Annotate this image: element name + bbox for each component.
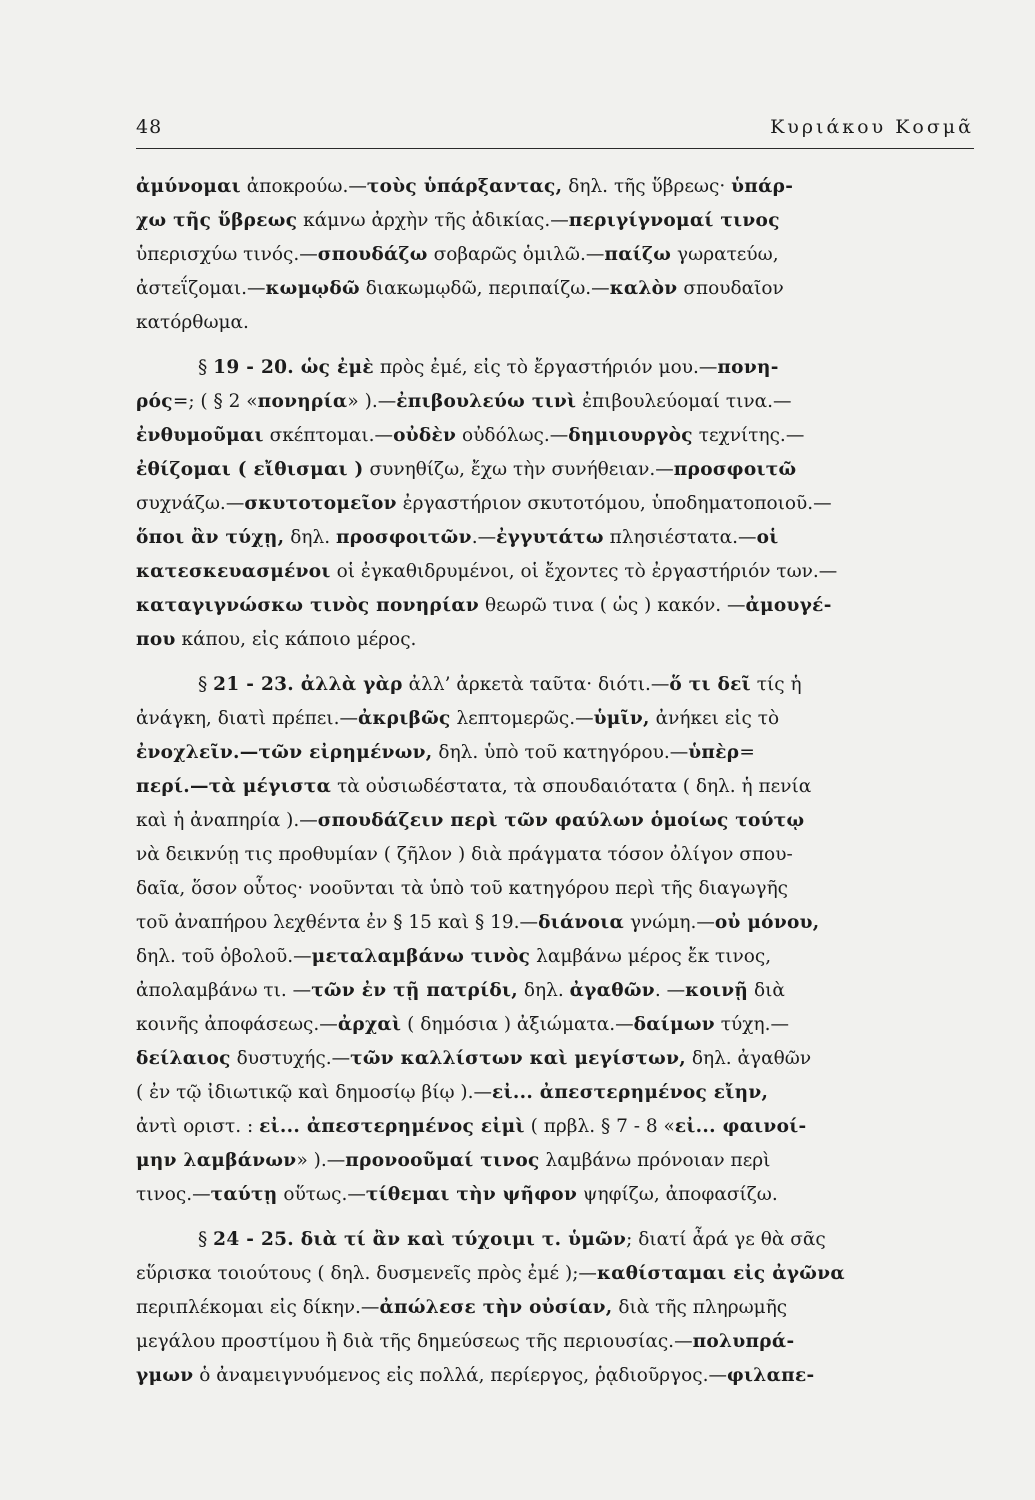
gloss-text: κατόρθωμα. (136, 312, 249, 333)
headword: πολυπρά- (692, 1331, 795, 1352)
headword: προσφοιτῶ (673, 459, 797, 480)
headword: ἐνοχλεῖν.—τῶν εἰρημένων, (136, 742, 433, 763)
gloss-text: διακωμῳδῶ, περιπαίζω.— (359, 278, 610, 299)
gloss-text: οὐδόλως.— (456, 425, 569, 446)
headword: δαίμων (633, 1014, 715, 1035)
gloss-text: ἀντὶ οριστ. : (136, 1116, 260, 1137)
text-line (136, 589, 974, 623)
page-number: 48 (136, 116, 163, 138)
gloss-text: ἀλλ’ ἀρκετὰ ταῦτα· διότι.— (402, 674, 670, 695)
paragraph-gap (136, 657, 974, 668)
headword: εἰ... ἀπεστερημένος εἴην, (492, 1082, 769, 1103)
gloss-text: τίς ἡ (750, 674, 802, 695)
gloss-text: § (198, 357, 214, 378)
gloss-text: ἀποκρούω.— (240, 176, 367, 197)
text-line (136, 804, 974, 838)
headword: οὐδὲν (393, 425, 457, 446)
headword: τοὺς ὑπάρξαντας, (366, 176, 563, 197)
headword: χω τῆς ὕβρεως (136, 210, 298, 231)
text-line (136, 1178, 974, 1212)
gloss-text: οἱ ἐγκαθιδρυμένοι, οἱ ἔχοντες τὸ ἐργαστήριόν των.— (330, 561, 838, 582)
gloss-text: ὑπερισχύω τινός.— (136, 244, 318, 265)
gloss-text: σκέπτομαι.— (263, 425, 394, 446)
headword: ἀπώλεσε τὴν οὐσίαν, (379, 1297, 613, 1318)
text-line (136, 204, 974, 238)
headword: ἐπιβουλεύω τινὶ (396, 391, 577, 412)
text-line (136, 906, 974, 940)
headword: γμων (136, 1365, 194, 1386)
paragraph (136, 668, 974, 1212)
headword: καθίσταμαι εἰς ἀγῶνα (596, 1263, 845, 1284)
headword: καλὸν (609, 278, 678, 299)
text-line (136, 170, 974, 204)
gloss-text: δηλ. (518, 980, 570, 1001)
gloss-text: οὕτως.— (277, 1184, 366, 1205)
text-line (136, 1325, 974, 1359)
running-head: Κυριάκου Κοσμᾶ (770, 116, 974, 138)
gloss-text: = (739, 742, 755, 763)
gloss-text: ; διατί ἆρά γε θὰ σᾶς (626, 1229, 826, 1250)
gloss-text: ἀνήκει εἰς τὸ (649, 708, 780, 729)
paragraph (136, 351, 974, 657)
headword: προσφοιτῶν (335, 527, 472, 548)
text-line (136, 668, 974, 702)
text-line (136, 940, 974, 974)
headword: εἰ... φαινοί- (674, 1116, 807, 1137)
gloss-text: κοινῆς ἀποφάσεως.— (136, 1014, 338, 1035)
gloss-text: νὰ δεικνύῃ τις προθυμίαν ( ζῆλον ) διὰ πράγματα τόσον ὀλίγον σπου- (136, 844, 793, 865)
headword: μεταλαμβάνω τινὸς (311, 946, 531, 967)
text-line (136, 770, 974, 804)
paragraph-gap (136, 1212, 974, 1223)
paragraph-gap (136, 340, 974, 351)
headword: τῶν καλλίστων καὶ μεγίστων, (350, 1048, 686, 1069)
headword: προνοοῦμαί τινος (345, 1150, 540, 1171)
headword: ὅποι ἂν τύχῃ, (136, 527, 285, 548)
headword: ἀμύνομαι (136, 176, 241, 197)
gloss-text: περιπλέκομαι εἰς δίκην.— (136, 1297, 380, 1318)
headword: εἰ... ἀπεστερημένος εἰμὶ (259, 1116, 525, 1137)
gloss-text: δηλ. ἀγαθῶν (685, 1048, 812, 1069)
gloss-text: διὰ (748, 980, 785, 1001)
gloss-text: δηλ. ὑπὸ τοῦ κατηγόρου.— (432, 742, 689, 763)
headword: παίζω (604, 244, 672, 265)
text-line (136, 838, 974, 872)
gloss-text: .— (471, 527, 497, 548)
gloss-text: σοβαρῶς ὁμιλῶ.— (427, 244, 605, 265)
headword: ταύτῃ (210, 1184, 278, 1205)
text-line (136, 521, 974, 555)
headword: ὑμῖν, (593, 708, 650, 729)
headword: καταγιγνώσκω τινὸς πονηρίαν (136, 595, 480, 616)
headword: ἀμουγέ- (745, 595, 832, 616)
headword: οὐ μόνου, (714, 912, 820, 933)
headword: περί.—τὰ μέγιστα (136, 776, 332, 797)
headword: κατεσκευασμένοι (136, 561, 331, 582)
text-line (136, 306, 974, 340)
gloss-text: ψηφίζω, ἀποφασίζω. (577, 1184, 778, 1205)
gloss-text: λαμβάνω μέρος ἔκ τινος, (530, 946, 772, 967)
gloss-text: ὁ ἀναμειγνυόμενος εἰς πολλά, περίεργος, ῥᾳδιοῦργος.— (193, 1365, 728, 1386)
gloss-text: » ).— (296, 1150, 346, 1171)
gloss-text: ( πρβλ. § 7 - 8 « (524, 1116, 675, 1137)
headword: ἀγαθῶν (569, 980, 655, 1001)
text-line (136, 974, 974, 1008)
text-line (136, 736, 974, 770)
gloss-text: κάπου, εἰς κάποιο μέρος. (175, 629, 417, 650)
gloss-text: γνώμη.— (624, 912, 715, 933)
gloss-text: =; ( § 2 « (172, 391, 258, 412)
headword: φιλαπε- (727, 1365, 815, 1386)
headword: ἐθίζομαι ( εἴθισμαι ) (136, 459, 364, 480)
gloss-text: τοῦ ἀναπήρου λεχθέντα ἐν § 15 καὶ § 19.— (136, 912, 539, 933)
gloss-text: δυστυχής.— (230, 1048, 351, 1069)
text-line (136, 702, 974, 736)
headword: σπουδάζω (317, 244, 428, 265)
gloss-text: σπουδαῖον (677, 278, 784, 299)
gloss-text: πλησιέστατα.— (603, 527, 757, 548)
headword: τίθεμαι τὴν ψῆφον (365, 1184, 578, 1205)
gloss-text: εὕρισκα τοιούτους ( δηλ. δυσμενεῖς πρὸς ἐμέ );— (136, 1263, 597, 1284)
headword: ὑπάρ- (731, 176, 794, 197)
gloss-text: κάμνω ἀρχὴν τῆς ἀδικίας.— (297, 210, 569, 231)
gloss-text: ( ἐν τῷ ἰδιωτικῷ καὶ δημοσίῳ βίῳ ).— (136, 1082, 493, 1103)
text-line (136, 1359, 974, 1393)
text-line (136, 385, 974, 419)
gloss-text: τύχη.— (714, 1014, 789, 1035)
gloss-text: ἀνάγκη, διατὶ πρέπει.— (136, 708, 358, 729)
gloss-text: δηλ. τοῦ ὀβολοῦ.— (136, 946, 312, 967)
text-line (136, 1042, 974, 1076)
headword: ἐνθυμοῦμαι (136, 425, 264, 446)
text-line (136, 351, 974, 385)
headword: που (136, 629, 176, 650)
headword: κωμῳδῶ (265, 278, 360, 299)
gloss-text: δαῖα, ὅσον οὗτος· νοοῦνται τὰ ὑπὸ τοῦ κατηγόρου περὶ τῆς διαγωγῆς (136, 878, 789, 899)
gloss-text: συνηθίζω, ἔχω τὴν συνήθειαν.— (363, 459, 674, 480)
paragraph (136, 1223, 974, 1393)
gloss-text: δηλ. τῆς ὕβρεως· (562, 176, 732, 197)
text-line (136, 1110, 974, 1144)
headword: ἐγγυτάτω (496, 527, 604, 548)
headword: πονηρία (257, 391, 348, 412)
gloss-text: ἀπολαμβάνω τι. — (136, 980, 312, 1001)
gloss-text: διὰ τῆς πληρωμῆς (612, 1297, 788, 1318)
headword: ἀρχαὶ (337, 1014, 402, 1035)
gloss-text: λαμβάνω πρόνοιαν περὶ (539, 1150, 771, 1171)
gloss-text: ἀστεΐζομαι.— (136, 278, 266, 299)
gloss-text: τεχνίτης.— (692, 425, 805, 446)
gloss-text: . — (654, 980, 686, 1001)
text-line (136, 1008, 974, 1042)
gloss-text: τινος.— (136, 1184, 211, 1205)
text-line (136, 872, 974, 906)
headword: τῶν ἐν τῇ πατρίδι, (311, 980, 519, 1001)
text-line (136, 1076, 974, 1110)
headword: ὑπὲρ (688, 742, 740, 763)
headword: πονη- (717, 357, 779, 378)
text-line (136, 453, 974, 487)
headword: σπουδάζειν περὶ τῶν φαύλων ὁμοίως τούτῳ (317, 810, 805, 831)
gloss-text: ἐπιβουλεύομαί τινα.— (576, 391, 792, 412)
gloss-text: § (198, 674, 214, 695)
headword: δείλαιος (136, 1048, 231, 1069)
headword: δημιουργὸς (568, 425, 693, 446)
headword: 21 - 23. ἀλλὰ γὰρ (213, 674, 403, 695)
text-line (136, 487, 974, 521)
headword: ἀκριβῶς (357, 708, 451, 729)
text-line (136, 419, 974, 453)
headword: μην λαμβάνων (136, 1150, 297, 1171)
gloss-text: θεωρῶ τινα ( ὡς ) κακόν. — (479, 595, 746, 616)
text-line (136, 1257, 974, 1291)
gloss-text: » ).— (347, 391, 397, 412)
text-line (136, 1144, 974, 1178)
text-line (136, 238, 974, 272)
text-line (136, 623, 974, 657)
headword: διάνοια (538, 912, 625, 933)
headword: 24 - 25. διὰ τί ἂν καὶ τύχοιμι τ. ὑμῶν (213, 1229, 627, 1250)
gloss-text: γωρατεύω, (671, 244, 779, 265)
text-line (136, 1291, 974, 1325)
gloss-text: συχνάζω.— (136, 493, 245, 514)
gloss-text: § (198, 1229, 214, 1250)
gloss-text: καὶ ἡ ἀναπηρία ).— (136, 810, 318, 831)
body-text (136, 170, 974, 1393)
headword: κοινῇ (685, 980, 749, 1001)
gloss-text: ἐργαστήριον σκυτοτόμου, ὑποδηματοποιοῦ.— (396, 493, 832, 514)
gloss-text: ( δημόσια ) ἀξιώματα.— (401, 1014, 634, 1035)
gloss-text: τὰ οὐσιωδέστατα, τὰ σπουδαιότατα ( δηλ. ἡ πενία (331, 776, 812, 797)
text-line (136, 555, 974, 589)
text-line (136, 272, 974, 306)
headword: ρός (136, 391, 173, 412)
headword: 19 - 20. ὡς ἐμὲ (213, 357, 374, 378)
headword: σκυτοτομεῖον (244, 493, 397, 514)
headword: ὅ τι δεῖ (669, 674, 751, 695)
gloss-text: μεγάλου προστίμου ἢ διὰ τῆς δημεύσεως τῆς περιουσίας.— (136, 1331, 693, 1352)
gloss-text: δηλ. (284, 527, 336, 548)
page-header (136, 100, 974, 149)
gloss-text: πρὸς ἐμέ, εἰς τὸ ἔργαστήριόν μου.— (373, 357, 718, 378)
gloss-text: λεπτομερῶς.— (450, 708, 594, 729)
text-line (136, 1223, 974, 1257)
paragraph (136, 170, 974, 340)
headword: οἱ (756, 527, 779, 548)
headword: περιγίγνομαί τινος (568, 210, 780, 231)
